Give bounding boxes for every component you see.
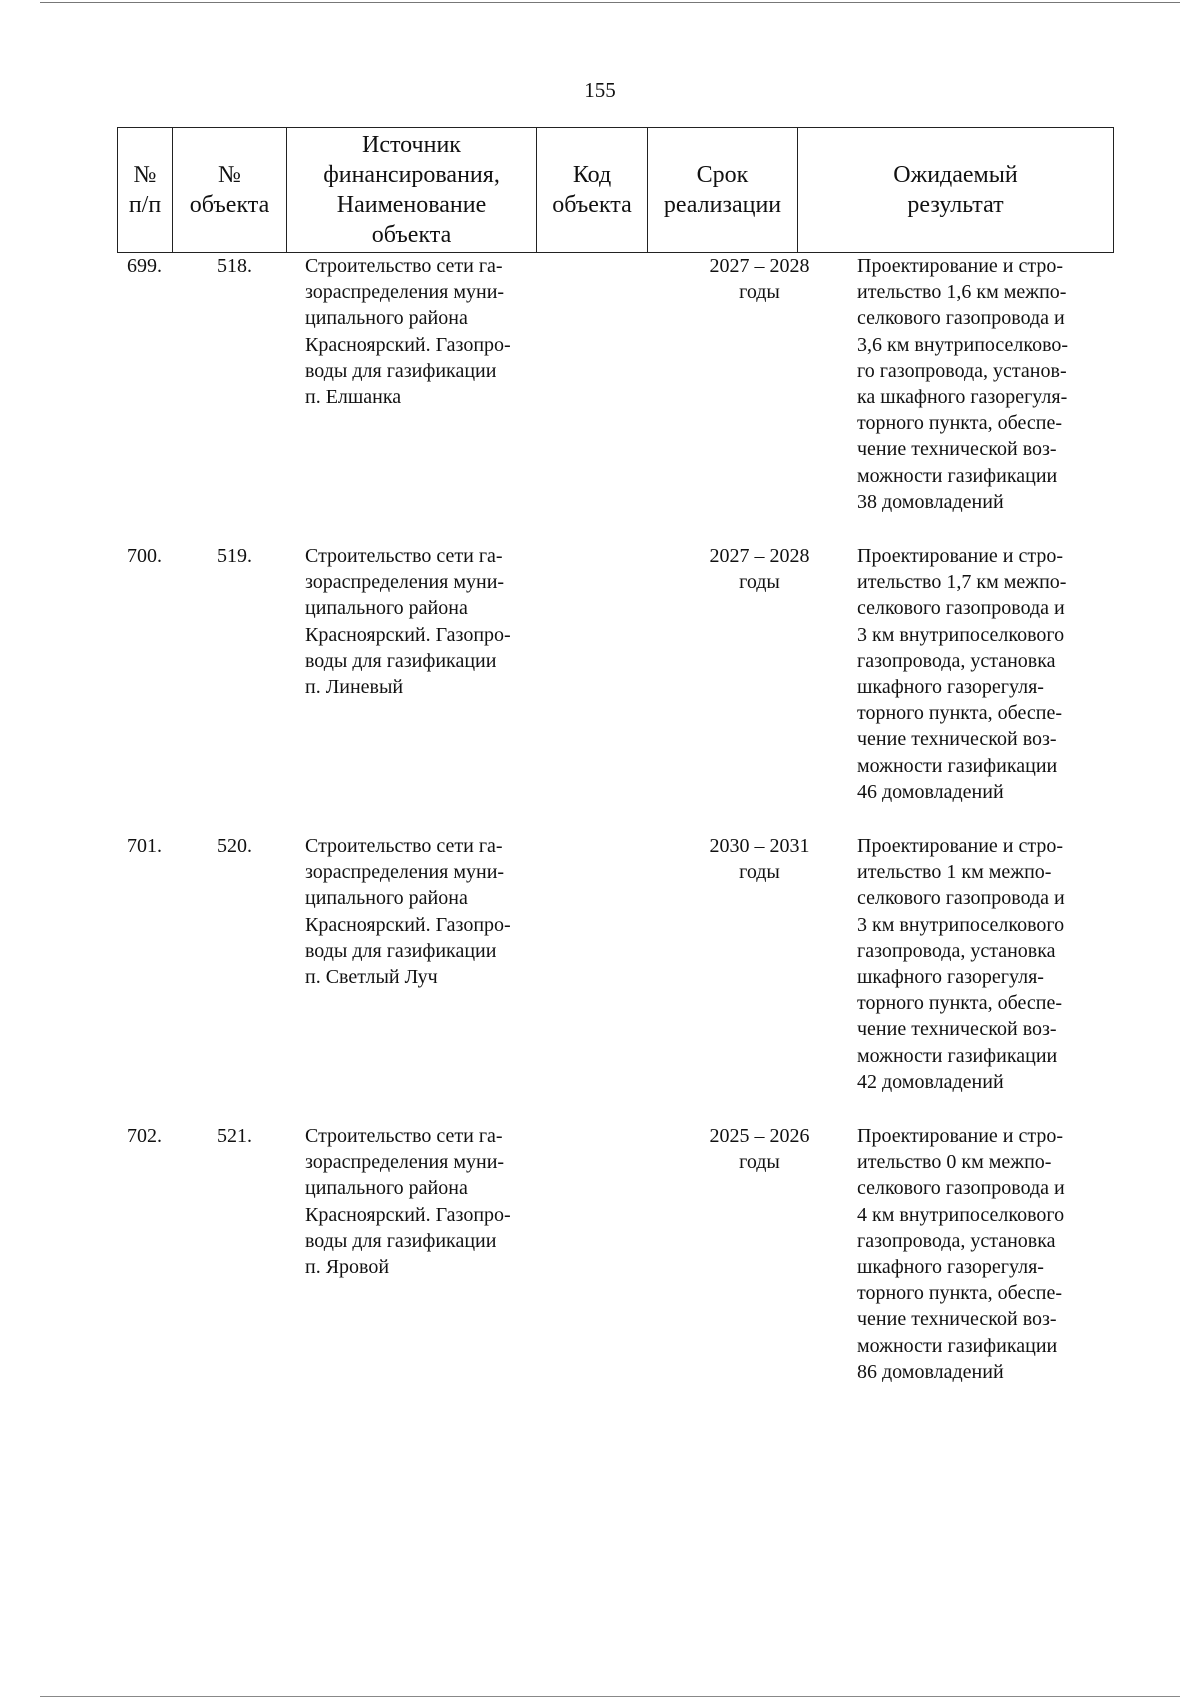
expected-result: Проектирование и стро- ительство 0 км межпо- селкового газопровода и 4 км внутрипоселкового газопровода, установка шкафного газорегуля- торного пункта, обеспе- чение технической воз- можности газификации 86 домовладений [857, 1125, 1065, 1383]
object-number: 521. [217, 1125, 252, 1147]
object-number: 519. [217, 545, 252, 567]
table-header [117, 127, 1114, 253]
header-cell-object-code: Код объекта [537, 128, 648, 253]
object-name: Строительство сети га- зораспределения муни- ципального района Красноярский. Газопро- воды для газификации п. Елшанка [305, 255, 511, 409]
implementation-term: 2027 – 2028 годы [709, 545, 810, 594]
page-number: 155 [584, 78, 616, 102]
table-row [117, 1123, 1113, 1413]
implementation-term: 2027 – 2028 годы [709, 255, 810, 304]
header-row [118, 128, 1114, 253]
header-cell-object-number: № объекта [173, 128, 287, 253]
implementation-term: 2030 – 2031 годы [709, 835, 810, 884]
row-number: 700. [127, 545, 162, 567]
expected-result: Проектирование и стро- ительство 1 км межпо- селкового газопровода и 3 км внутрипоселкового газопровода, установка шкафного газорегуля- торного пункта, обеспе- чение технической воз- можности газификации 42 домовладений [857, 835, 1065, 1093]
bottom-edge-rule [40, 1696, 1180, 1697]
top-edge-rule [40, 2, 1180, 3]
header-cell-term: Срок реализации [648, 128, 798, 253]
row-number: 702. [127, 1125, 162, 1147]
table-body [117, 253, 1113, 1413]
row-number: 701. [127, 835, 162, 857]
header-cell-result: Ожидаемый результат [798, 128, 1114, 253]
object-name: Строительство сети га- зораспределения муни- ципального района Красноярский. Газопро- воды для газификации п. Яровой [305, 1125, 511, 1279]
table-row [117, 833, 1113, 1123]
object-name: Строительство сети га- зораспределения муни- ципального района Красноярский. Газопро- воды для газификации п. Линевый [305, 545, 511, 699]
row-number: 699. [127, 255, 162, 277]
object-name: Строительство сети га- зораспределения муни- ципального района Красноярский. Газопро- воды для газификации п. Светлый Луч [305, 835, 511, 989]
table-row [117, 253, 1113, 543]
expected-result: Проектирование и стро- ительство 1,7 км межпо- селкового газопровода и 3 км внутрипоселкового газопровода, установка шкафного газорегуля- торного пункта, обеспе- чение технической воз- можности газификации 46 домовладений [857, 545, 1067, 803]
object-number: 520. [217, 835, 252, 857]
header-cell-source-name: Источник финансирования, Наименование объекта [287, 128, 537, 253]
table-row [117, 543, 1113, 833]
expected-result: Проектирование и стро- ительство 1,6 км межпо- селкового газопровода и 3,6 км внутрипоселково- го газопровода, установ- ка шкафного газорегуля- торного пункта, обеспе- чение технической воз- можности газификации 38 домовладений [857, 255, 1069, 513]
object-number: 518. [217, 255, 252, 277]
implementation-term: 2025 – 2026 годы [709, 1125, 810, 1174]
header-cell-row-number: № п/п [118, 128, 173, 253]
